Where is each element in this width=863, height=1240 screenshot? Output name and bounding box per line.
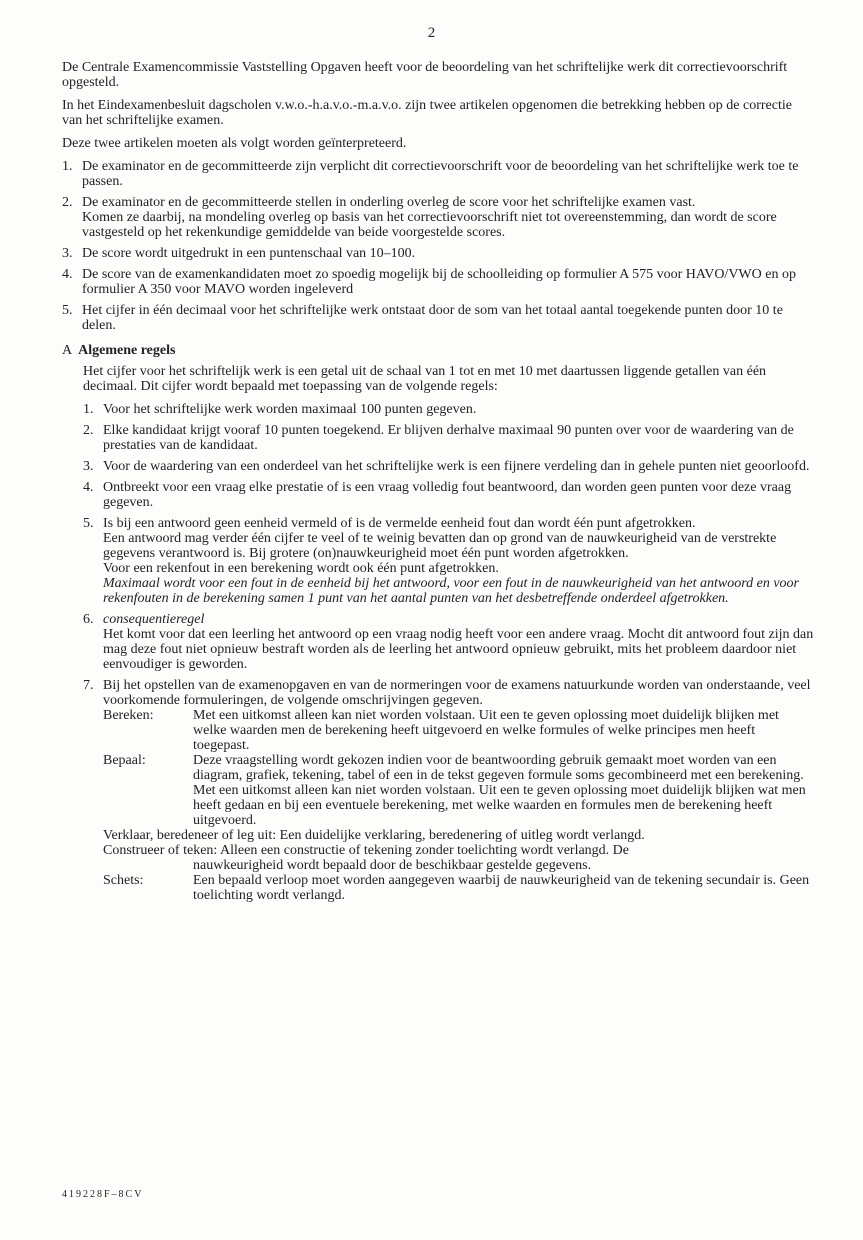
rule-item: 6. consequentieregel Het komt voor dat een leerling het antwoord op een vraag nodig heeft voor een andere vraag. Mocht dit antwoord fout zijn dan mag deze fout niet opnieuw bestraft worden als de leerling het antwoord opnieuw gebruikt, mits het probleem daardoor niet eenvoudiger is geworden. xyxy=(83,612,814,672)
section-heading: A Algemene regels xyxy=(62,343,176,358)
definition-bepaal: Bepaal: Deze vraagstelling wordt gekozen indien voor de beantwoording gebruik gemaakt moet worden van een diagram, grafiek, tekening, tabel of een in de tekst gegeven formule soms gecombineerd met een berekening. Met een uitkomst alleen kan niet worden volstaan. Uit een te geven oplossing moet duidelijk blijken wat men heeft gedaan en bij een eventuele berekening, met welke waarden en formules men de berekening heeft uitgevoerd. xyxy=(103,753,806,828)
definition-schets: Schets: Een bepaald verloop moet worden aangegeven waarbij de nauwkeurigheid van de tekening secundair is. Geen toelichting wordt verlangd. xyxy=(103,873,810,903)
page-number: 2 xyxy=(427,25,436,41)
list-item: 5. Het cijfer in één decimaal voor het schriftelijke werk ontstaat door de som van het totaal aantal toegekende punten door 10 te delen. xyxy=(62,303,783,333)
definition-construeer: Construeer of teken: Alleen een constructie of tekening zonder toelichting wordt verlangd. De xyxy=(103,843,629,858)
rule-item: 4. Ontbreekt voor een vraag elke prestatie of is een vraag volledig fout beantwoord, dan worden geen punten voor deze vraag gegeven. xyxy=(83,480,792,510)
document-code: 419228F–8CV xyxy=(62,1189,144,1200)
rule-item: 3. Voor de waardering van een onderdeel van het schriftelijke werk is een fijnere verdeling dan in gehele punten niet geoorloofd. xyxy=(83,459,810,474)
definition-construeer-continued: nauwkeurigheid wordt bepaald door de beschikbaar gestelde gegevens. xyxy=(193,858,592,873)
rule-item: 2. Elke kandidaat krijgt vooraf 10 punten toegekend. Er blijven derhalve maximaal 90 punten over voor de waardering van de prestaties van de kandidaat. xyxy=(83,423,794,453)
document-body xyxy=(62,60,814,909)
rule-item: 5. Is bij een antwoord geen eenheid vermeld of is de vermelde eenheid fout dan wordt één punt afgetrokken. Een antwoord mag verder één cijfer te veel of te weinig bevatten dan op grond van de nauwkeurigheid van de verstrekte gegevens verantwoord is. Bij grotere (on)nauwkeurigheid moet één punt worden afgetrokken. Voor een rekenfout in een berekening wordt ook één punt afgetrokken. Maximaal wordt voor een fout in de eenheid bij het antwoord, voor een fout in de nauwkeurigheid van het antwoord en voor rekenfouten in de berekening samen 1 punt van het aantal punten van het desbetreffende onderdeel afgetrokken. xyxy=(83,516,799,606)
list-item: 2. De examinator en de gecommitteerde stellen in onderling overleg de score voor het schriftelijke examen vast. Komen ze daarbij, na mondeling overleg op basis van het correctievoorschrift niet tot overeenstemming, dan wordt de score vastgesteld op het rekenkundige gemiddelde van beide voorgestelde scores. xyxy=(62,195,777,240)
rule-item: 7. Bij het opstellen van de examenopgaven en van de normeringen voor de examens natuurkunde worden van onderstaande, veel voorkomende formuleringen, de volgende omschrijvingen gegeven. Bereken: Met een uitkomst alleen kan niet worden volstaan. Uit een te geven oplossing moet duidelijk blijken met welke waarden men de berekening heeft uitgevoerd en welke formules of welke principes men heeft toegepast. Bepaal: Deze vraagstelling wordt gekozen indien voor de beantwoording gebruik gemaakt moet worden van een diagram, grafiek, tekening, tabel of een in de tekst gegeven formule soms gecombineerd met een berekening. Met een uitkomst alleen kan niet worden volstaan. Uit een te geven oplossing moet duidelijk blijken wat men heeft gedaan en bij een eventuele berekening, met welke waarden en formules men de berekening heeft uitgevoerd. Verklaar, beredeneer of leg uit: Een duidelijke verklaring, beredenering of uitleg wordt verlangd. Construeer of teken: Alleen een constructie of tekening zonder toelichting wordt verlangd. De nauwkeurigheid wordt bepaald door de beschikbaar gestelde gegevens. Schets: Een bepaald verloop moet worden aangegeven waarbij de nauwkeurigheid van de tekening secundair is. Geen toelichting wordt verlangd. xyxy=(83,678,814,903)
intro-paragraph: Deze twee artikelen moeten als volgt worden geïnterpreteerd. xyxy=(62,136,407,151)
list-item: 4. De score van de examenkandidaten moet zo spoedig mogelijk bij de schoolleiding op formulier A 575 voor HAVO/VWO en op formulier A 350 voor MAVO worden ingeleverd xyxy=(62,267,796,297)
intro-paragraph: De Centrale Examencommissie Vaststelling Opgaven heeft voor de beoordeling van het schriftelijke werk dit correctievoorschrift opgesteld. xyxy=(62,60,788,90)
rule-item: 1. Voor het schriftelijke werk worden maximaal 100 punten gegeven. xyxy=(83,402,477,417)
section-intro: Het cijfer voor het schriftelijk werk is een getal uit de schaal van 1 tot en met 10 met daartussen liggende getallen van één decimaal. Dit cijfer wordt bepaald met toepassing van de volgende regels: xyxy=(83,364,767,394)
definition-verklaar: Verklaar, beredeneer of leg uit: Een duidelijke verklaring, beredenering of uitleg wordt verlangd. xyxy=(103,828,645,843)
intro-paragraph: In het Eindexamenbesluit dagscholen v.w.o.-h.a.v.o.-m.a.v.o. zijn twee artikelen opgenomen die betrekking hebben op de correctie van het schriftelijke examen. xyxy=(62,98,792,128)
article-list xyxy=(62,159,814,333)
definition-bereken: Bereken: Met een uitkomst alleen kan niet worden volstaan. Uit een te geven oplossing moet duidelijk blijken met welke waarden men de berekening heeft uitgevoerd en welke formules of welke principes men heeft toegepast. xyxy=(103,708,779,753)
list-item: 1. De examinator en de gecommitteerde zijn verplicht dit correctievoorschrift voor de beoordeling van het schriftelijke werk toe te passen. xyxy=(62,159,799,189)
section-body xyxy=(62,364,814,903)
list-item: 3. De score wordt uitgedrukt in een puntenschaal van 10–100. xyxy=(62,246,416,261)
